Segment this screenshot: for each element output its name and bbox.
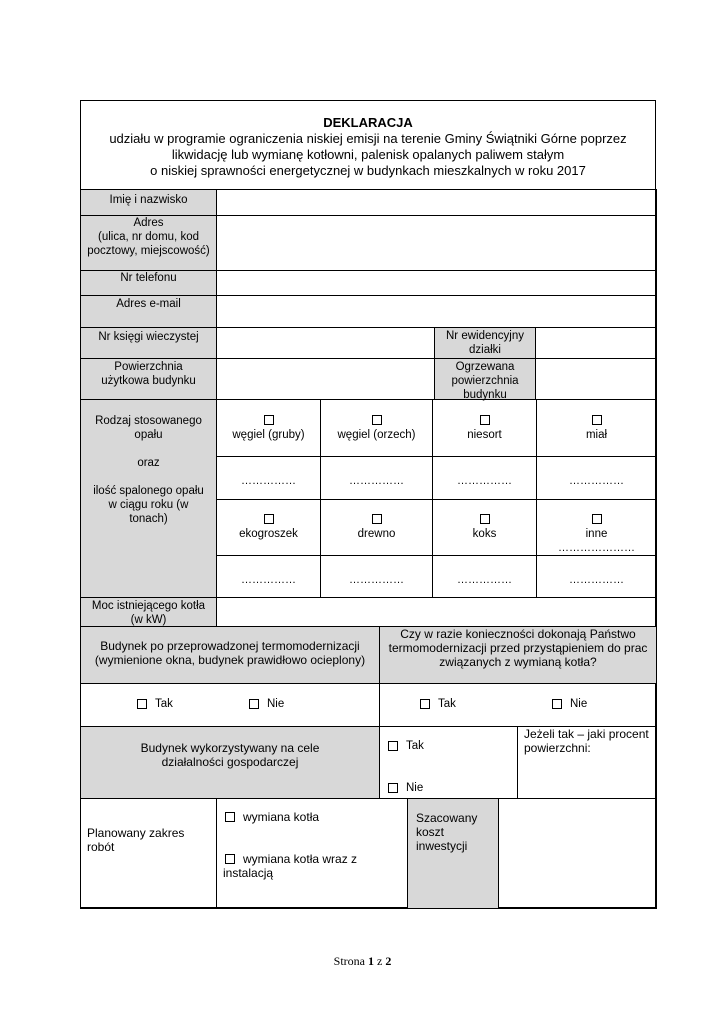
replace-boiler-installation-option[interactable]: wymiana kotła wraz z instalacją [223, 852, 358, 880]
fuel-option[interactable] [320, 399, 433, 457]
checkbox-icon[interactable] [592, 514, 602, 524]
fuel-amount-field[interactable]: …………… [320, 456, 433, 500]
address-field[interactable] [216, 215, 657, 271]
other-fuel-field[interactable]: ………………… [558, 542, 635, 554]
form-subtitle-line-3: o niskiej sprawności energetycznej w budynkach mieszkalnych w roku 2017 [150, 163, 586, 178]
parcel-number-field[interactable] [535, 327, 657, 359]
fuel-amount-field[interactable]: …………… [536, 456, 657, 500]
page-total: 2 [385, 954, 392, 968]
page-footer [0, 954, 725, 969]
no-label: Nie [570, 698, 588, 710]
planned-works-options [216, 798, 408, 909]
checkbox-icon[interactable] [388, 783, 398, 793]
form-header [81, 101, 655, 190]
fuel-type-label: Rodzaj stosowanego opału [95, 415, 202, 441]
estimated-cost-label: Szacowany koszt inwestycji [407, 798, 499, 909]
fuel-option[interactable] [536, 399, 657, 457]
usable-area-field[interactable] [216, 358, 435, 400]
land-register-field[interactable] [216, 327, 435, 359]
thermomodernization-answer [80, 683, 380, 727]
checkbox-icon[interactable] [249, 699, 259, 709]
business-use-answer [379, 726, 518, 799]
fuel-option-label: niesort [467, 429, 502, 441]
fuel-option[interactable] [432, 399, 537, 457]
fuel-section-label [80, 399, 217, 598]
form-subtitle-line-1: udziału w programie ograniczenia niskiej emisji na terenie Gminy Świątniki Górne poprzez [109, 131, 627, 146]
boiler-power-label: Moc istniejącego kotła (w kW) [80, 597, 217, 627]
no-label: Nie [406, 782, 424, 794]
yes-label: Tak [155, 698, 173, 710]
checkbox-icon[interactable] [480, 415, 490, 425]
form-title: DEKLARACJA [323, 115, 413, 130]
fuel-amount-field[interactable]: …………… [536, 555, 657, 598]
fuel-option-label: węgiel (orzech) [337, 429, 416, 441]
checkbox-icon[interactable] [372, 415, 382, 425]
name-field[interactable] [216, 189, 657, 216]
checkbox-icon[interactable] [480, 514, 490, 524]
yes-label: Tak [438, 698, 456, 710]
no-label: Nie [267, 698, 285, 710]
heated-area-field[interactable] [535, 358, 657, 400]
fuel-option[interactable] [432, 499, 537, 556]
checkbox-icon[interactable] [372, 514, 382, 524]
checkbox-icon[interactable] [552, 699, 562, 709]
page-prefix: Strona [333, 954, 365, 968]
phone-label: Nr telefonu [80, 270, 217, 296]
fuel-amount-field[interactable]: …………… [320, 555, 433, 598]
parcel-number-label: Nr ewidencyjny działki [434, 327, 536, 359]
page-of: z [377, 954, 383, 968]
yes-label: Tak [406, 740, 424, 752]
fuel-amount-label: ilość spalonego opału w ciągu roku (w tonach) [93, 485, 204, 525]
phone-field[interactable] [216, 270, 657, 296]
checkbox-icon[interactable] [137, 699, 147, 709]
business-percent-field[interactable]: Jeżeli tak – jaki procent powierzchni: [517, 726, 657, 799]
page-number: 1 [368, 954, 374, 968]
consent-answer [379, 683, 657, 727]
email-field[interactable] [216, 295, 657, 328]
fuel-option[interactable] [536, 499, 657, 556]
fuel-amount-field[interactable]: …………… [432, 555, 537, 598]
boiler-power-field[interactable] [216, 597, 657, 627]
estimated-cost-field[interactable] [498, 798, 657, 909]
fuel-option[interactable] [216, 399, 321, 457]
fuel-option-label: koks [472, 528, 497, 540]
checkbox-icon[interactable] [420, 699, 430, 709]
fuel-and-label: oraz [137, 457, 160, 469]
fuel-amount-field[interactable]: …………… [216, 456, 321, 500]
consent-question: Czy w razie konieczności dokonają Państwo termomodernizacji przed przystąpieniem do prac związanych z wymianą kotła? [379, 626, 657, 684]
fuel-amount-field[interactable]: …………… [432, 456, 537, 500]
email-label: Adres e-mail [80, 295, 217, 328]
fuel-option[interactable] [320, 499, 433, 556]
fuel-option-label: węgiel (gruby) [232, 429, 305, 441]
name-label: Imię i nazwisko [80, 189, 217, 216]
land-register-label: Nr księgi wieczystej [80, 327, 217, 359]
thermomodernization-question: Budynek po przeprowadzonej termomodernizacji (wymienione okna, budynek prawidłowo ocieplony) [80, 626, 380, 684]
replace-boiler-option[interactable]: wymiana kotła [243, 810, 320, 824]
heated-area-label: Ogrzewana powierzchnia budynku [434, 358, 536, 400]
planned-works-label: Planowany zakres robót [80, 798, 217, 909]
declaration-form [80, 100, 656, 908]
fuel-option-label: inne [585, 528, 608, 540]
checkbox-icon[interactable] [388, 741, 398, 751]
checkbox-icon[interactable] [264, 415, 274, 425]
fuel-option[interactable] [216, 499, 321, 556]
checkbox-icon[interactable] [264, 514, 274, 524]
address-label: Adres (ulica, nr domu, kod pocztowy, miejscowość) [80, 215, 217, 271]
fuel-option-label: drewno [357, 528, 396, 540]
checkbox-icon[interactable] [225, 812, 235, 822]
usable-area-label: Powierzchnia użytkowa budynku [80, 358, 217, 400]
form-subtitle-line-2: likwidację lub wymianę kotłowni, palenisk opalanych paliwem stałym [171, 147, 565, 162]
fuel-amount-field[interactable]: …………… [216, 555, 321, 598]
checkbox-icon[interactable] [592, 415, 602, 425]
business-use-question: Budynek wykorzystywany na cele działalności gospodarczej [80, 726, 380, 799]
fuel-option-label: miał [585, 429, 608, 441]
fuel-option-label: ekogroszek [239, 528, 298, 540]
